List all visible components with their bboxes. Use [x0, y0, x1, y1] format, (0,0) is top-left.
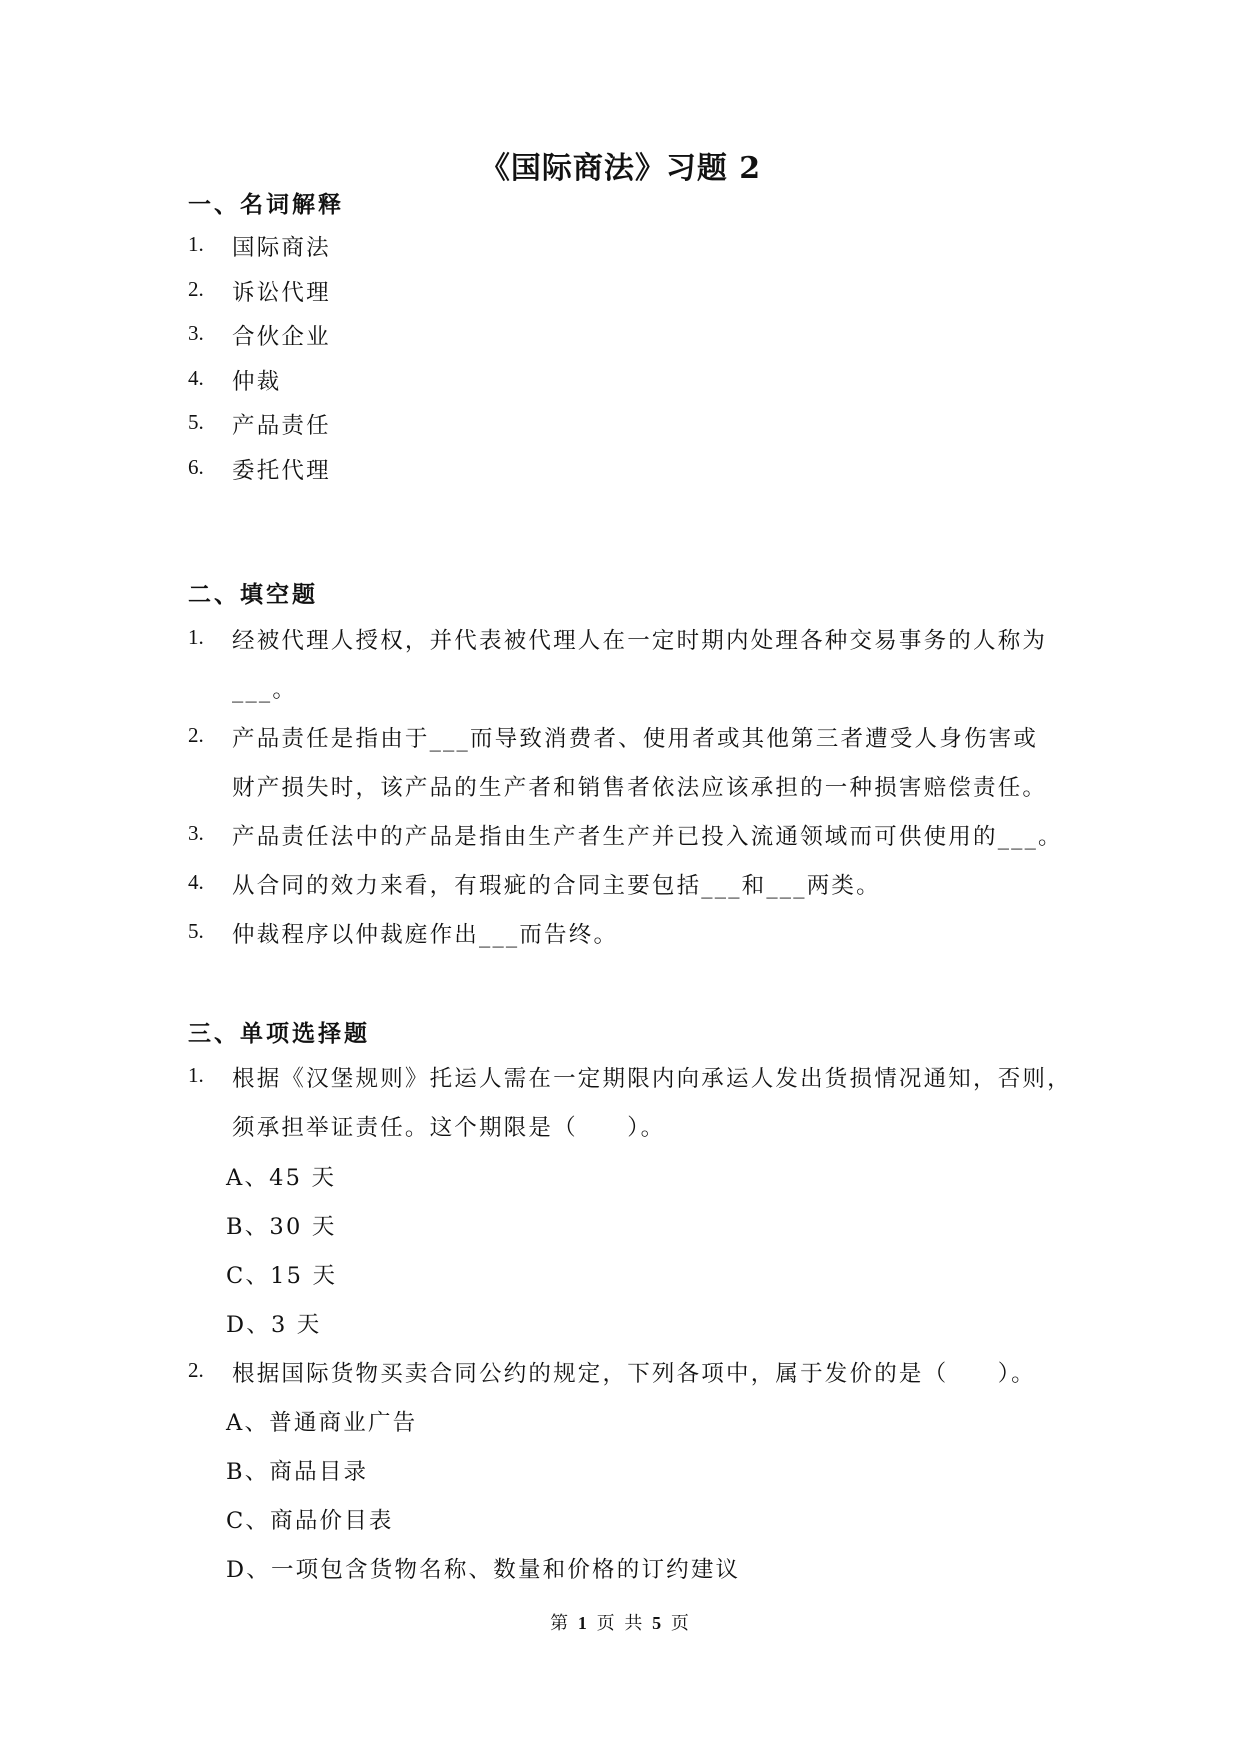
question-text: 仲裁程序以仲裁庭作出___而告终。 — [232, 922, 619, 948]
question-number: 3. — [188, 821, 204, 845]
list-item-number: 3. — [188, 321, 204, 345]
question-number: 4. — [188, 870, 204, 894]
question-number: 2. — [188, 1358, 204, 1382]
section-heading-single-choice: 三、单项选择题 — [188, 1020, 370, 1047]
page-footer — [0, 1609, 1241, 1635]
question-text: 财产损失时，该产品的生产者和销售者依法应该承担的一种损害赔偿责任。 — [232, 775, 1048, 801]
list-item-number: 1. — [188, 232, 204, 256]
question-number: 1. — [188, 1063, 204, 1087]
answer-option: B、商品目录 — [226, 1459, 369, 1485]
question-text: 根据国际货物买卖合同公约的规定，下列各项中，属于发价的是（ ）。 — [232, 1361, 1036, 1387]
list-item-number: 6. — [188, 455, 204, 479]
footer-middle: 页 共 — [596, 1613, 645, 1634]
section-heading-fill-in: 二、填空题 — [188, 581, 318, 608]
answer-option: A、普通商业广告 — [226, 1410, 418, 1436]
answer-option: C、15 天 — [226, 1263, 338, 1289]
list-item-number: 5. — [188, 410, 204, 434]
answer-option: A、45 天 — [226, 1165, 337, 1191]
question-number: 5. — [188, 919, 204, 943]
footer-prefix: 第 — [550, 1613, 571, 1634]
list-item-number: 4. — [188, 366, 204, 390]
footer-suffix: 页 — [670, 1613, 691, 1634]
answer-option: C、商品价目表 — [226, 1508, 394, 1534]
question-text: 从合同的效力来看，有瑕疵的合同主要包括___和___两类。 — [232, 873, 881, 899]
question-text: ___。 — [232, 677, 298, 703]
question-text: 产品责任是指由于___而导致消费者、使用者或其他第三者遭受人身伤害或 — [232, 726, 1039, 752]
term-item: 诉讼代理 — [232, 280, 331, 306]
question-text: 经被代理人授权，并代表被代理人在一定时期内处理各种交易事务的人称为 — [232, 628, 1048, 654]
page-title: 《国际商法》习题 2 — [479, 151, 762, 186]
total-pages: 5 — [652, 1613, 664, 1633]
question-number: 1. — [188, 625, 204, 649]
term-item: 合伙企业 — [232, 324, 331, 350]
answer-option: D、3 天 — [226, 1312, 322, 1338]
section-heading-terms: 一、名词解释 — [188, 191, 344, 218]
answer-option: D、一项包含货物名称、数量和价格的订约建议 — [226, 1557, 741, 1583]
question-text: 根据《汉堡规则》托运人需在一定期限内向承运人发出货损情况通知，否则， — [232, 1066, 1072, 1092]
term-item: 委托代理 — [232, 458, 331, 484]
answer-option: B、30 天 — [226, 1214, 337, 1240]
term-item: 仲裁 — [232, 369, 282, 395]
term-item: 产品责任 — [232, 413, 331, 439]
term-item: 国际商法 — [232, 235, 331, 261]
page-number: 1 — [577, 1613, 589, 1633]
question-text: 产品责任法中的产品是指由生产者生产并已投入流通领域而可供使用的___。 — [232, 824, 1063, 850]
list-item-number: 2. — [188, 277, 204, 301]
question-number: 2. — [188, 723, 204, 747]
question-text: 须承担举证责任。这个期限是（ ）。 — [232, 1115, 666, 1141]
